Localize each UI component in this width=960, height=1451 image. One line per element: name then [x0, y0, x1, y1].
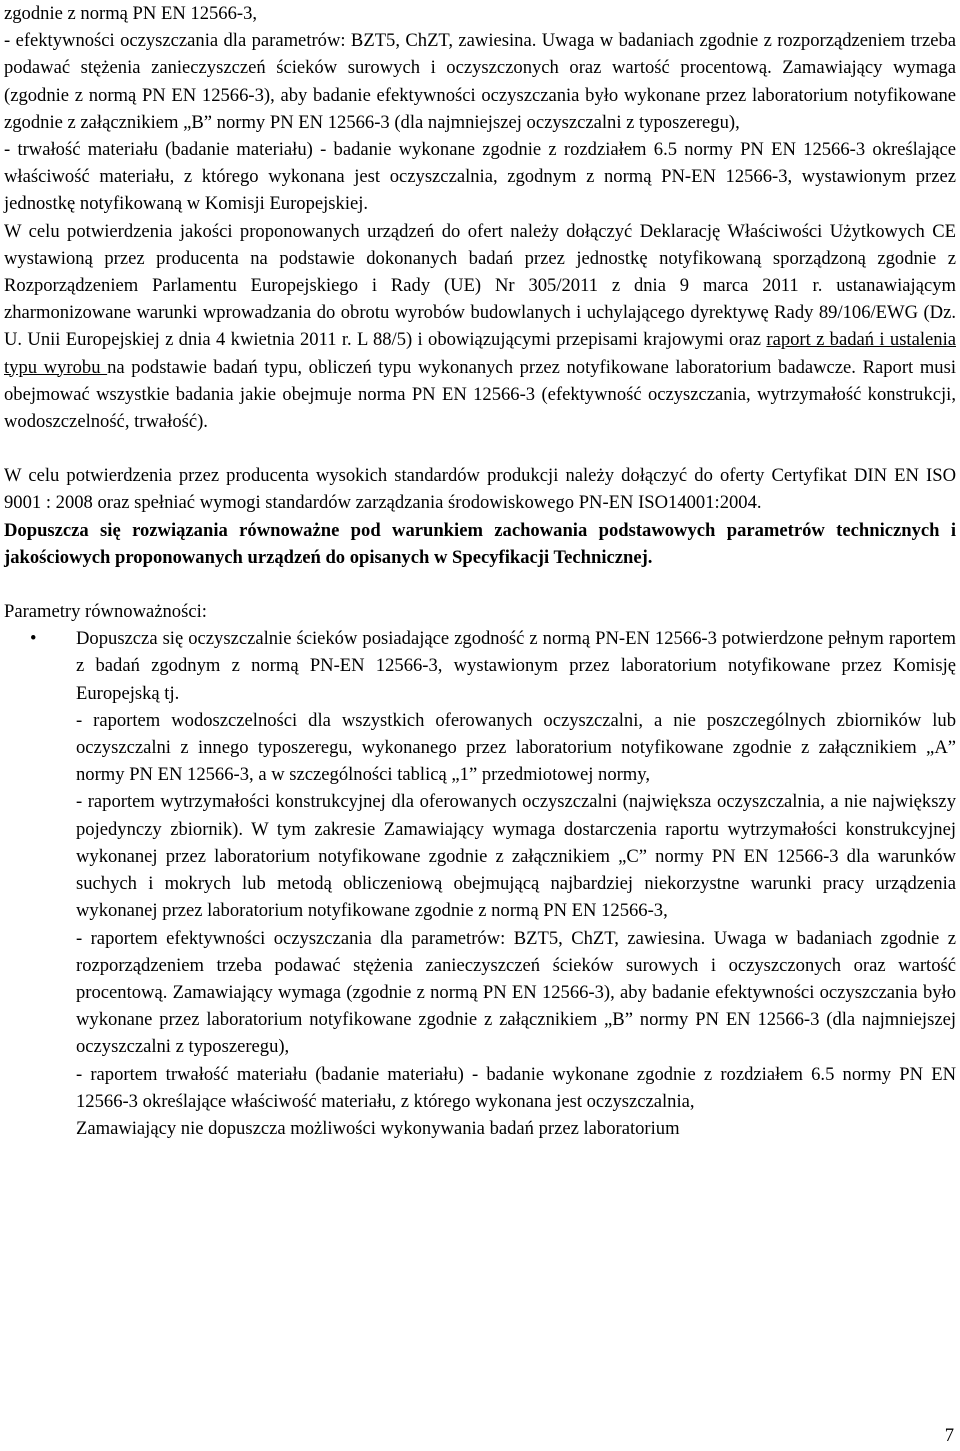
paragraph-declaration: [4, 218, 956, 436]
equivalence-heading: Parametry równoważności:: [4, 601, 207, 623]
bullet-item-laboratory: Zamawiający nie dopuszcza możliwości wykonywania badań przez laboratorium: [76, 1117, 680, 1139]
equivalence-bullet-list: [4, 625, 956, 1142]
bullet-item-main: Dopuszcza się oczyszczalnie ścieków posiadające zgodność z normą PN-EN 12566-3 potwierdzone pełnym raportem z badań zgodnym z normą PN-EN 12566-3, wystawionym przez laboratorium notyfikowane przez Komisję Europejską tj.: [76, 628, 956, 704]
paragraph-durability: - trwałość materiału (badanie materiału) - badanie wykonane zgodnie z rozdziałem 6.5 normy PN EN 12566-3 określające właściwość materiału, z którego wykonana jest oczyszczalnia, zgodnym z normą PN-EN 12566-3, wystawionym przez jednostkę notyfikowaną w Komisji Europejskiej.: [4, 139, 956, 215]
paragraph-efficiency: - efektywności oczyszczania dla parametrów: BZT5, ChZT, zawiesina. Uwaga w badaniach zgodnie z rozporządzeniem trzeba podawać stężenia zanieczyszczeń ścieków surowych i oczyszczonych oraz wartość procentową. Zamawiający wymaga (zgodnie z normą PN EN 12566-3), aby badanie efektywności oczyszczania było wykonane przez laboratorium notyfikowane zgodnie z załącznikiem „B” normy PN EN 12566-3 (dla najmniejszej oczyszczalni z typoszeregu),: [4, 30, 956, 133]
declaration-text-end: na podstawie badań typu, obliczeń typu wykonanych przez notyfikowane laboratorium badawcze. Raport musi obejmować wszystkie badania jakie obejmuje norma PN EN 12566-3 (efektywność oczyszczania, wytrzymałość konstrukcji, wodoszczelność, trwałość).: [4, 356, 956, 433]
paragraph-equivalent-solutions: Dopuszcza się rozwiązania równoważne pod warunkiem zachowania podstawowych parametrów technicznych i jakościowych proponowanych urządzeń do opisanych w Specyfikacji Technicznej.: [4, 519, 956, 568]
document-page: [4, 0, 956, 1142]
paragraph-spacer: [4, 571, 956, 598]
bullet-item-structural-strength: - raportem wytrzymałości konstrukcyjnej dla oferowanych oczyszczalni (największa oczyszczalnia, a nie największy pojedynczy zbiornik). W tym zakresie Zamawiający wymaga dostarczenia raportu wytrzymałości konstrukcyjnej wykonanej przez laboratorium notyfikowane zgodnie z załącznikiem „C” normy PN EN 12566-3 dla warunków suchych i mokrych lub metodą obliczeniową obejmującą najbardziej niekorzystne warunki pracy urządzenia wykonanej przez laboratorium notyfikowane zgodnie z normą PN EN 12566-3,: [76, 791, 956, 922]
bullet-item-material-durability: - raportem trwałość materiału (badanie materiału) - badanie wykonane zgodnie z rozdziałem 6.5 normy PN EN 12566-3 określające właściwość materiału, z którego wykonana jest oczyszczalnia,: [76, 1063, 956, 1112]
paragraph-intro-line: zgodnie z normą PN EN 12566-3,: [4, 3, 258, 24]
bullet-item-watertightness: - raportem wodoszczelności dla wszystkich oferowanych oczyszczalni, a nie poszczególnych zbiorników lub oczyszczalni z innego typoszeregu, wykonanego przez laboratorium notyfikowane zgodnie z załącznikiem „A” normy PN EN 12566-3, a w szczególności tablicą „1” przedmiotowej normy,: [76, 709, 956, 786]
declaration-text-start: W celu potwierdzenia jakości proponowanych urządzeń do ofert należy dołączyć Deklarację Właściwości Użytkowych CE wystawioną przez producenta na podstawie dokonanych badań przez jednostkę notyfikowaną sporządzoną zgodnie z Rozporządzeniem Parlamentu Europejskiego i Rady (UE) Nr 305/2011 z dnia 9 marca 2011 r. ustanawiającym zharmonizowane warunki wprowadzania do obrotu wyrobów budowlanych i uchylającego dyrektywę Rady 89/106/EWG (Dz. U. Unii Europejskiej z dnia 4 kwietnia 2011 r. L 88/5) i obowiązującymi przepisami krajowymi oraz: [4, 220, 956, 351]
declaration-underlined-report: raport z badań i ustalenia typu wyrobu: [4, 329, 956, 378]
bullet-item-efficiency: - raportem efektywności oczyszczania dla parametrów: BZT5, ChZT, zawiesina. Uwaga w badaniach zgodnie z rozporządzeniem trzeba podawać stężenia zanieczyszczeń ścieków surowych i oczyszczonych oraz wartość procentową. Zamawiający wymaga (zgodnie z normą PN EN 12566-3), aby badanie efektywności oczyszczania było wykonane przez laboratorium notyfikowane zgodnie z załącznikiem „B” normy PN EN 12566-3 (dla najmniejszej oczyszczalni z typoszeregu),: [76, 927, 956, 1058]
paragraph-certificate: W celu potwierdzenia przez producenta wysokich standardów produkcji należy dołączyć do oferty Certyfikat DIN EN ISO 9001 : 2008 oraz spełniać wymogi standardów zarządzania środowiskowego PN-EN ISO14001:2004.: [4, 465, 956, 514]
paragraph-spacer: [4, 435, 956, 462]
page-number: 7: [944, 1425, 954, 1446]
bullet-icon: •: [30, 628, 37, 650]
